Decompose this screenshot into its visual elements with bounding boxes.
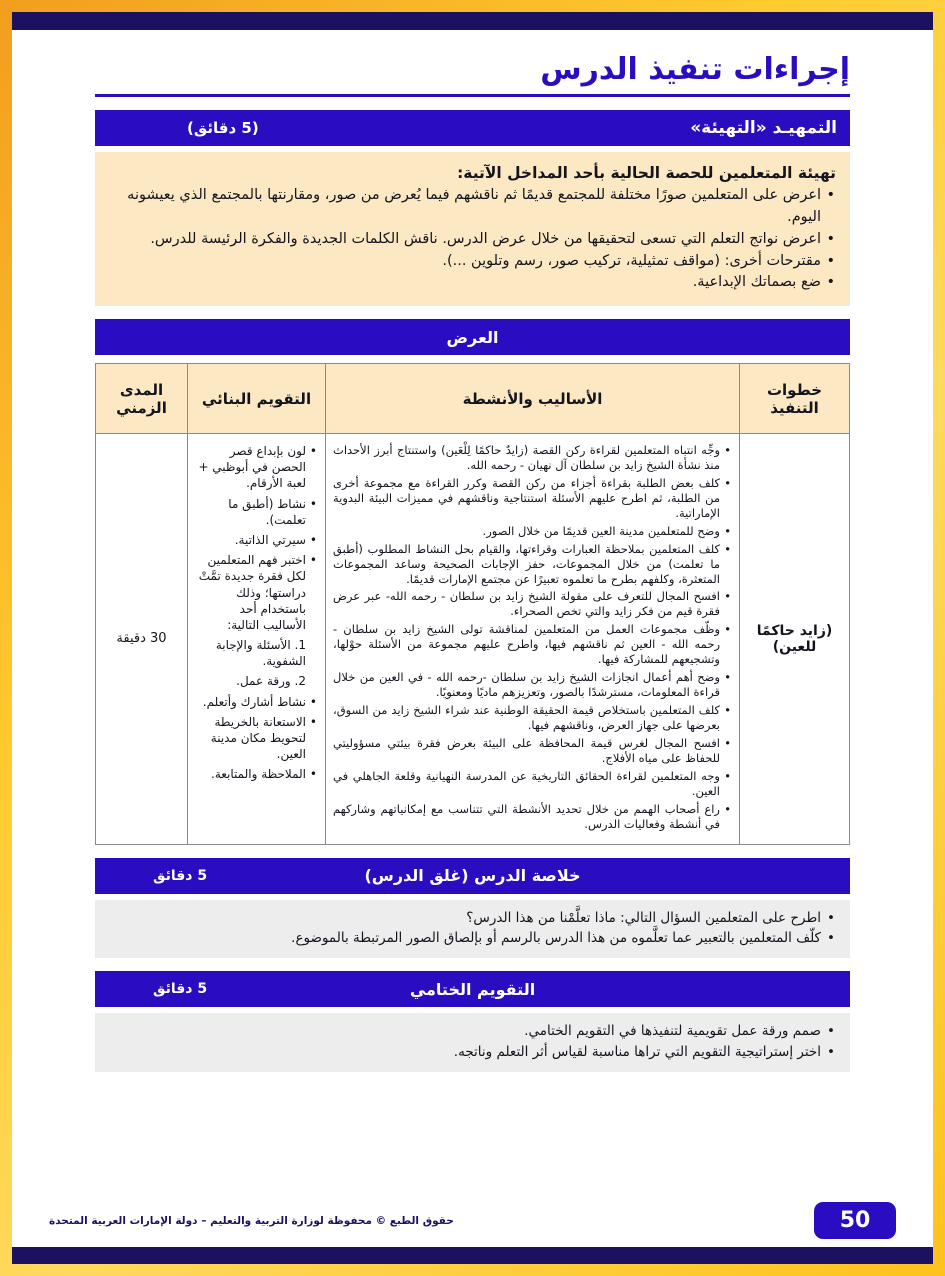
page-content (12, 52, 933, 1072)
intro-heading: تهيئة المتعلمين للحصة الحالية بأحد المداخل الآتية: (457, 164, 836, 182)
intro-bullet-item: • اعرض نواتج التعلم التي تسعى لتحقيقها من خلال عرض الدرس. ناقش الكلمات الجديدة والفكرة الرئيسة للدرس. (109, 229, 836, 251)
assessment-bullet-item: • لون بإبداع قصر الحصن في أبوظبي + لعبة الأرقام. (195, 443, 318, 492)
page-number-badge: 50 (814, 1202, 896, 1239)
top-rule (12, 12, 933, 30)
column-header-duration: المدى الزمني (96, 364, 188, 434)
method-bullet-item: • افسح المجال للتعرف على مقولة الشيخ زايد بن سلطان - رحمه الله- عبر عرض فقرة قيم من فكر زايد والتي تخص الصحراء. (333, 589, 732, 619)
methods-cell (326, 434, 740, 845)
column-header-steps: خطوات التنفيذ (740, 364, 850, 434)
section-header-intro (95, 110, 850, 146)
final-assessment-title: التقويم الختامي (409, 979, 536, 999)
assessment-bullet-item: • نشاط (أطبق ما تعلمت). (195, 496, 318, 528)
final-assessment-bullet-item: • صمم ورقة عمل تقويمية لتنفيذها في التقويم الختامي. (109, 1021, 836, 1042)
table-header-row (96, 364, 850, 434)
assessment-bullet-item: 1. الأسئلة والإجابة الشفوية. (215, 638, 306, 669)
bottom-rule (12, 1247, 933, 1264)
method-bullet-item: • وجه المتعلمين لقراءة الحقائق التاريخية عن المدرسة النهيانية وقلعة الجاهلي في العين. (333, 769, 732, 799)
intro-bullet-list (109, 185, 836, 294)
copyright-text: حقوق الطبع © محفوظة لوزارة التربية والتعليم – دولة الإمارات العربية المتحدة (49, 1214, 454, 1227)
page-footer (12, 1202, 933, 1239)
assessment-bullet-item: • الملاحظة والمتابعة. (195, 766, 318, 782)
method-bullet-item: • كلف المتعلمين باستخلاص قيمة الحقيقة الوطنية عند شراء الشيخ زايد من السوق، بعرضها على جهاز العرض، وناقشهم فيها. (333, 703, 732, 733)
method-bullet-item: • وضح أهم أعمال انجازات الشيخ زايد بن سلطان -رحمه الله - في العين من خلال قراءة المعلومات، مسترشدًا بالصور، وتعزيزهم ماديًا ومعنويًا. (333, 670, 732, 700)
method-bullet-item: • كلف بعض الطلبة بقراءة أجزاء من ركن القصة وكرر القراءة مع مجموعة أخرى من الطلبة، ثم اطرح عليهم الأسئلة استنتاجية وناقشهم في مميزات البيئة البدوية الإماراتية. (333, 476, 732, 521)
assessment-bullet-list (195, 443, 318, 783)
table-row (96, 434, 850, 845)
presentation-table (95, 363, 850, 845)
page-title: إجراءات تنفيذ الدرس (540, 52, 850, 87)
duration-cell: 30 دقيقة (96, 434, 188, 845)
assessment-bullet-item: • نشاط أشارك وأتعلم. (195, 694, 318, 710)
intro-bullet-item: • ضع بصماتك الإبداعية. (109, 272, 836, 294)
assessment-bullet-item: • الاستعانة بالخريطة لتحويط مكان مدينة العين. (195, 714, 318, 763)
method-bullet-item: • وظّف مجموعات العمل من المتعلمين لمناقشة تولى الشيخ زايد بن سلطان - رحمه الله - العين ثم ناقشهم فيها، واطرح عليهم مجموعة من الأسئلة حوْلها، وتشجيعهم للمشاركة فيها. (333, 622, 732, 667)
assessment-cell (188, 434, 326, 845)
closure-section-title: خلاصة الدرس (غلق الدرس) (364, 866, 581, 885)
method-bullet-item: • كلف المتعلمين بملاحظة العبارات وقراءتها، والقيام بحل النشاط المطلوب (أطبق ما تعلمت) من خلال المجموعات، حفز الإجابات الصحيحة وساعد المجموعات المتعثرة، وكلفهم بطرح ما تعلموه تعبيرًا عن مجتمع الإمارات قديمًا. (333, 542, 732, 587)
closure-bullet-list (109, 908, 836, 950)
presentation-section-title: العرض (446, 327, 499, 347)
closure-bullet-item: • اطرح على المتعلمين السؤال التالي: ماذا تعلَّمْنا من هذا الدرس؟ (109, 908, 836, 929)
intro-section-title: التمهيـد «التهيئة» (690, 118, 837, 138)
method-bullet-item: • افسح المجال لغرس قيمة المحافظة على البيئة بعرض فقرة بيئتي مسؤوليتي للحفاظ على مياه الأفلاج. (333, 736, 732, 766)
method-bullet-item: • راع أصحاب الهمم من خلال تحديد الأنشطة التي تتناسب مع إمكانياتهم وشاركهم في أنشطة وفعاليات الدرس. (333, 802, 732, 832)
method-bullet-item: • وضح للمتعلمين مدينة العين قديمًا من خلال الصور. (333, 524, 732, 539)
final-assessment-content-box (95, 1013, 850, 1072)
closure-section-duration: 5 دقائق (153, 867, 208, 884)
title-underline (95, 94, 850, 97)
column-header-assessment: التقويم البنائي (188, 364, 326, 434)
final-assessment-duration: 5 دقائق (153, 981, 208, 998)
assessment-bullet-item: 2. ورقة عمل. (236, 674, 306, 689)
assessment-bullet-item: • سيرتي الذاتية. (195, 532, 318, 548)
methods-bullet-list (333, 443, 732, 832)
section-header-presentation (95, 319, 850, 355)
section-header-final-assessment (95, 971, 850, 1007)
intro-bullet-item: • اعرض على المتعلمين صورًا مختلفة للمجتمع قديمًا ثم ناقشهم فيما يُعرض من صور، ومقارنتها بالمجتمع الذي يعيشونه اليوم. (109, 185, 836, 229)
presentation-table-head (96, 364, 850, 434)
final-assessment-bullet-item: • اختر إستراتيجية التقويم التي تراها مناسبة لقياس أثر التعلم وناتجه. (109, 1042, 836, 1063)
column-header-methods: الأساليب والأنشطة (326, 364, 740, 434)
assessment-bullet-item: • اختبر فهم المتعلمين لكل فقرة جديدة تمَّتْ دراستها؛ وذلك باستخدام أحد الأساليب التالية: (195, 552, 318, 633)
steps-cell: (زايد حاكمًا للعين) (740, 434, 850, 845)
final-assessment-bullet-list (109, 1021, 836, 1063)
method-bullet-item: • وجِّه انتباه المتعلمين لقراءة ركن القصة (زايدٌ حاكمًا لِلْعَين) واستنتاج أبرز الأحداث منذ نشأة الشيخ زايد بن سلطان آل نهيان - رحمه الله. (333, 443, 732, 473)
intro-content-box (95, 152, 850, 306)
section-header-closure (95, 858, 850, 894)
document-page (12, 12, 933, 1264)
intro-bullet-item: • مقترحات أخرى: (مواقف تمثيلية، تركيب صور، رسم وتلوين ...). (109, 251, 836, 273)
closure-content-box (95, 900, 850, 959)
intro-section-duration: (5 دقائق) (187, 119, 259, 137)
presentation-table-body (96, 434, 850, 845)
closure-bullet-item: • كلّف المتعلمين بالتعبير عما تعلَّموه من هذا الدرس بالرسم أو بإلصاق الصور المرتبطة بالموضوع. (109, 928, 836, 949)
